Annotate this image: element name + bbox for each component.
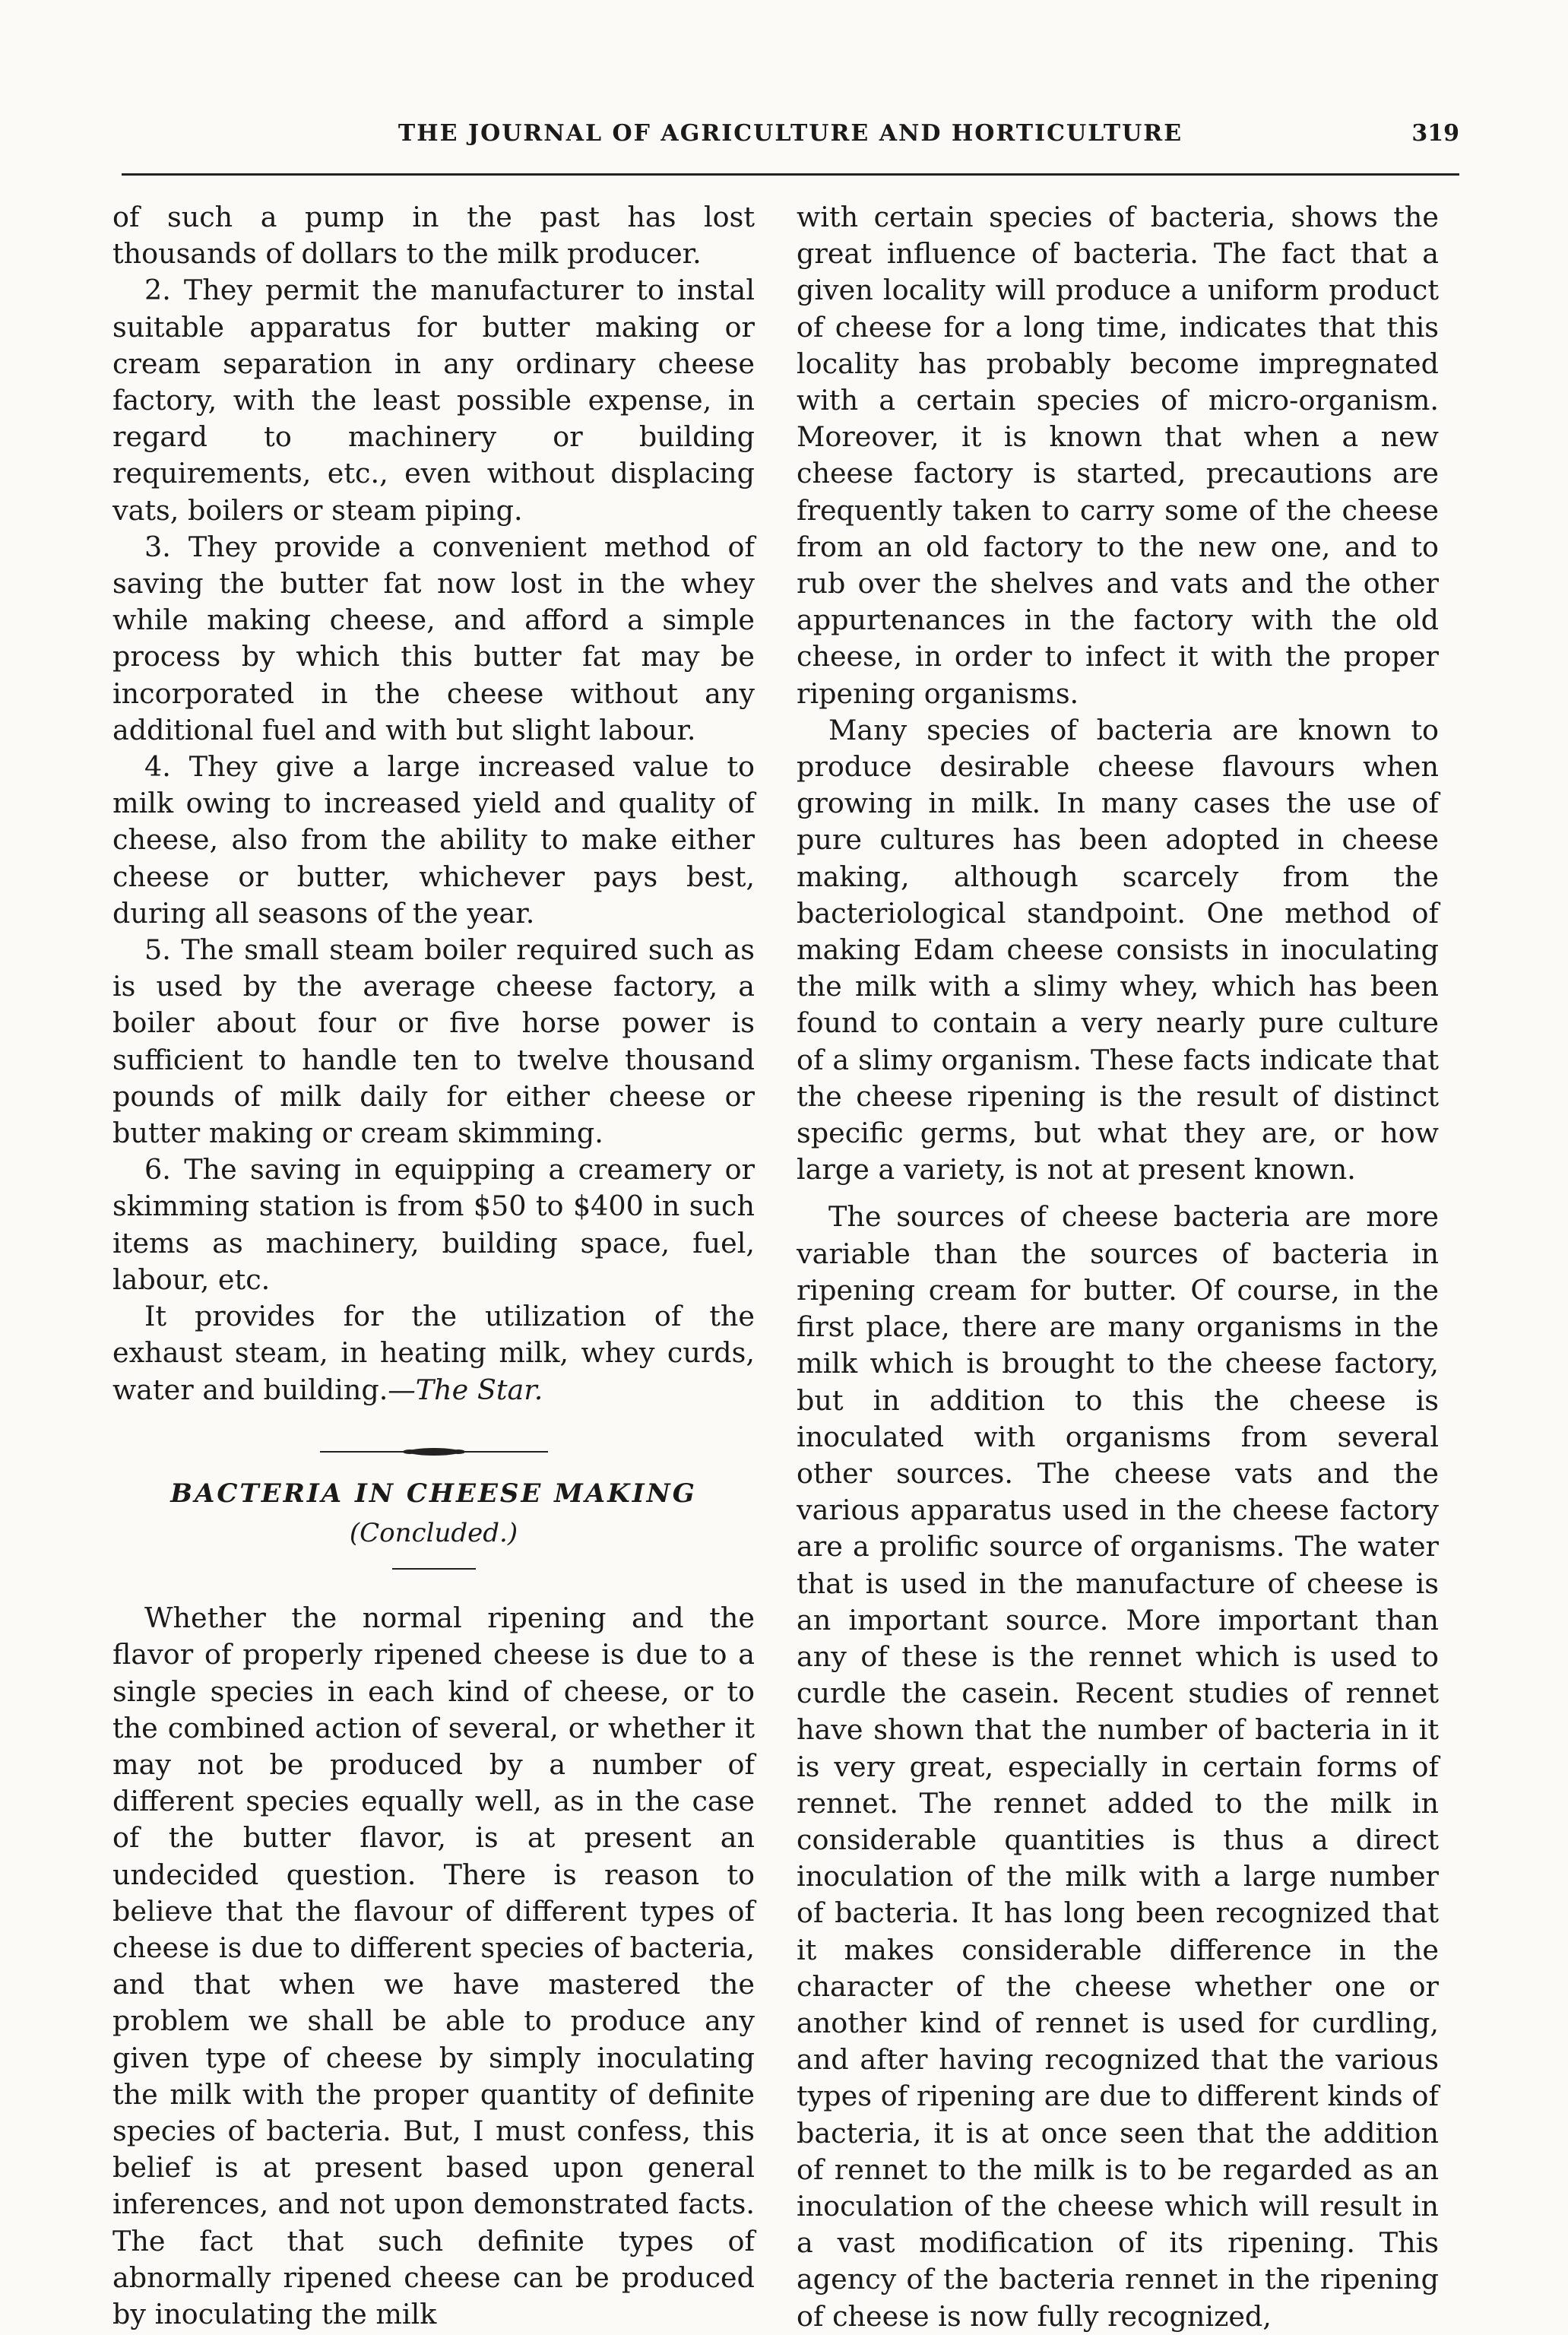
- header-rule: [122, 173, 1459, 176]
- paragraph-exhaust-steam: [112, 1298, 755, 1408]
- page-number: 319: [1411, 120, 1459, 147]
- paragraph-item-2: 2. They permit the manufacturer to instal suitable apparatus for butter making or cream separation in any ordinary cheese factory, with the least possible expense, in regard to machinery or building requirements, etc., even without displacing vats, boilers or steam piping.: [112, 274, 755, 527]
- source-credit: —The Star.: [388, 1373, 543, 1406]
- paragraph-exhaust-steam-text: It provides for the utilization of the exhaust steam, in heating milk, whey curds, water and building.: [112, 1300, 755, 1406]
- title-rule: [392, 1568, 476, 1570]
- right-column: [797, 199, 1439, 2335]
- section-divider-ornament: [112, 1446, 755, 1457]
- paragraph-continued: of such a pump in the past has lost thousands of dollars to the milk producer.: [112, 201, 755, 271]
- running-header: [122, 112, 1459, 158]
- paragraph-item-4: 4. They give a large increased value to milk owing to increased yield and quality of cheese, also from the ability to make either cheese or butter, whichever pays best, during all seasons of the year.: [112, 750, 755, 930]
- paragraph-item-3: 3. They provide a convenient method of saving the butter fat now lost in the whey while making cheese, and afford a simple process by which this butter fat may be incorporated in the cheese without any additional fuel and with but slight labour.: [112, 530, 755, 746]
- article-title: BACTERIA IN CHEESE MAKING: [170, 1478, 697, 1509]
- journal-title: THE JOURNAL OF AGRICULTURE AND HORTICULTURE: [398, 120, 1183, 147]
- article-paragraph-3: The sources of cheese bacteria are more variable than the sources of bacteria in ripening cream for butter. Of course, in the first place, there are many organisms in the milk which is brought to the cheese factory, but in addition to this the cheese is inoculated with organisms from several other sources. The cheese vats and the various apparatus used in the cheese factory are a prolific source of organisms. The water that is used in the manufacture of cheese is an important source. More important than any of these is the rennet which is used to curdle the casein. Recent studies of rennet have shown that the number of bacteria in it is very great, especially in certain forms of rennet. The rennet added to the milk in considerable quantities is thus a direct inoculation of the milk with a large number of bacteria. It has long been recognized that it makes considerable difference in the character of the cheese whether one or another kind of rennet is used for curdling, and after having recognized that the various types of ripening are due to different kinds of bacteria, it is at once seen that the addition of rennet to the milk is to be regarded as an inoculation of the cheese which will result in a vast modification of its ripening. This agency of the bacteria rennet in the ripening of cheese is now fully recognized,: [797, 1200, 1439, 2333]
- left-column: [112, 199, 755, 2333]
- article-subtitle: (Concluded.): [349, 1517, 518, 1548]
- ornament-rule-icon: [320, 1446, 548, 1457]
- paragraph-item-6: 6. The saving in equipping a creamery or skimming station is from $50 to $400 in such items as machinery, building space, fuel, labour, etc.: [112, 1153, 755, 1296]
- article-paragraph-2: Many species of bacteria are known to produce desirable cheese flavours when growing in milk. In many cases the use of pure cultures has been adopted in cheese making, although scarcely from the bacteriological standpoint. One method of making Edam cheese consists in inoculating the milk with a slimy whey, which has been found to contain a very nearly pure culture of a slimy organism. These facts indicate that the cheese ripening is the result of distinct specific germs, but what they are, or how large a variety, is not at present known.: [797, 713, 1439, 1187]
- article-paragraph-continued: with certain species of bacteria, shows the great influence of bacteria. The fact that a given locality will produce a uniform product of cheese for a long time, indicates that this locality has probably become impregnated with a certain species of micro-organism. Moreover, it is known that when a new cheese factory is started, precautions are frequently taken to carry some of the cheese from an old factory to the new one, and to rub over the shelves and vats and the other appurtenances in the factory with the old cheese, in order to infect it with the proper ripening organisms.: [797, 201, 1439, 710]
- article-paragraph-1: Whether the normal ripening and the flavor of properly ripened cheese is due to a single species in each kind of cheese, or to the combined action of several, or whether it may not be produced by a number of different species equally well, as in the case of the butter flavor, is at present an undecided question. There is reason to believe that the flavour of different types of cheese is due to different species of bacteria, and that when we have mastered the problem we shall be able to produce any given type of cheese by simply inoculating the milk with the proper quantity of definite species of bacteria. But, I must confess, this belief is at present based upon general inferences, and not upon demonstrated facts. The fact that such definite types of abnormally ripened cheese can be produced by inoculating the milk: [112, 1602, 755, 2330]
- paragraph-item-5: 5. The small steam boiler required such as is used by the average cheese factory, a boiler about four or five horse power is sufficient to handle ten to twelve thousand pounds of milk daily for either cheese or butter making or cream skimming.: [112, 933, 755, 1150]
